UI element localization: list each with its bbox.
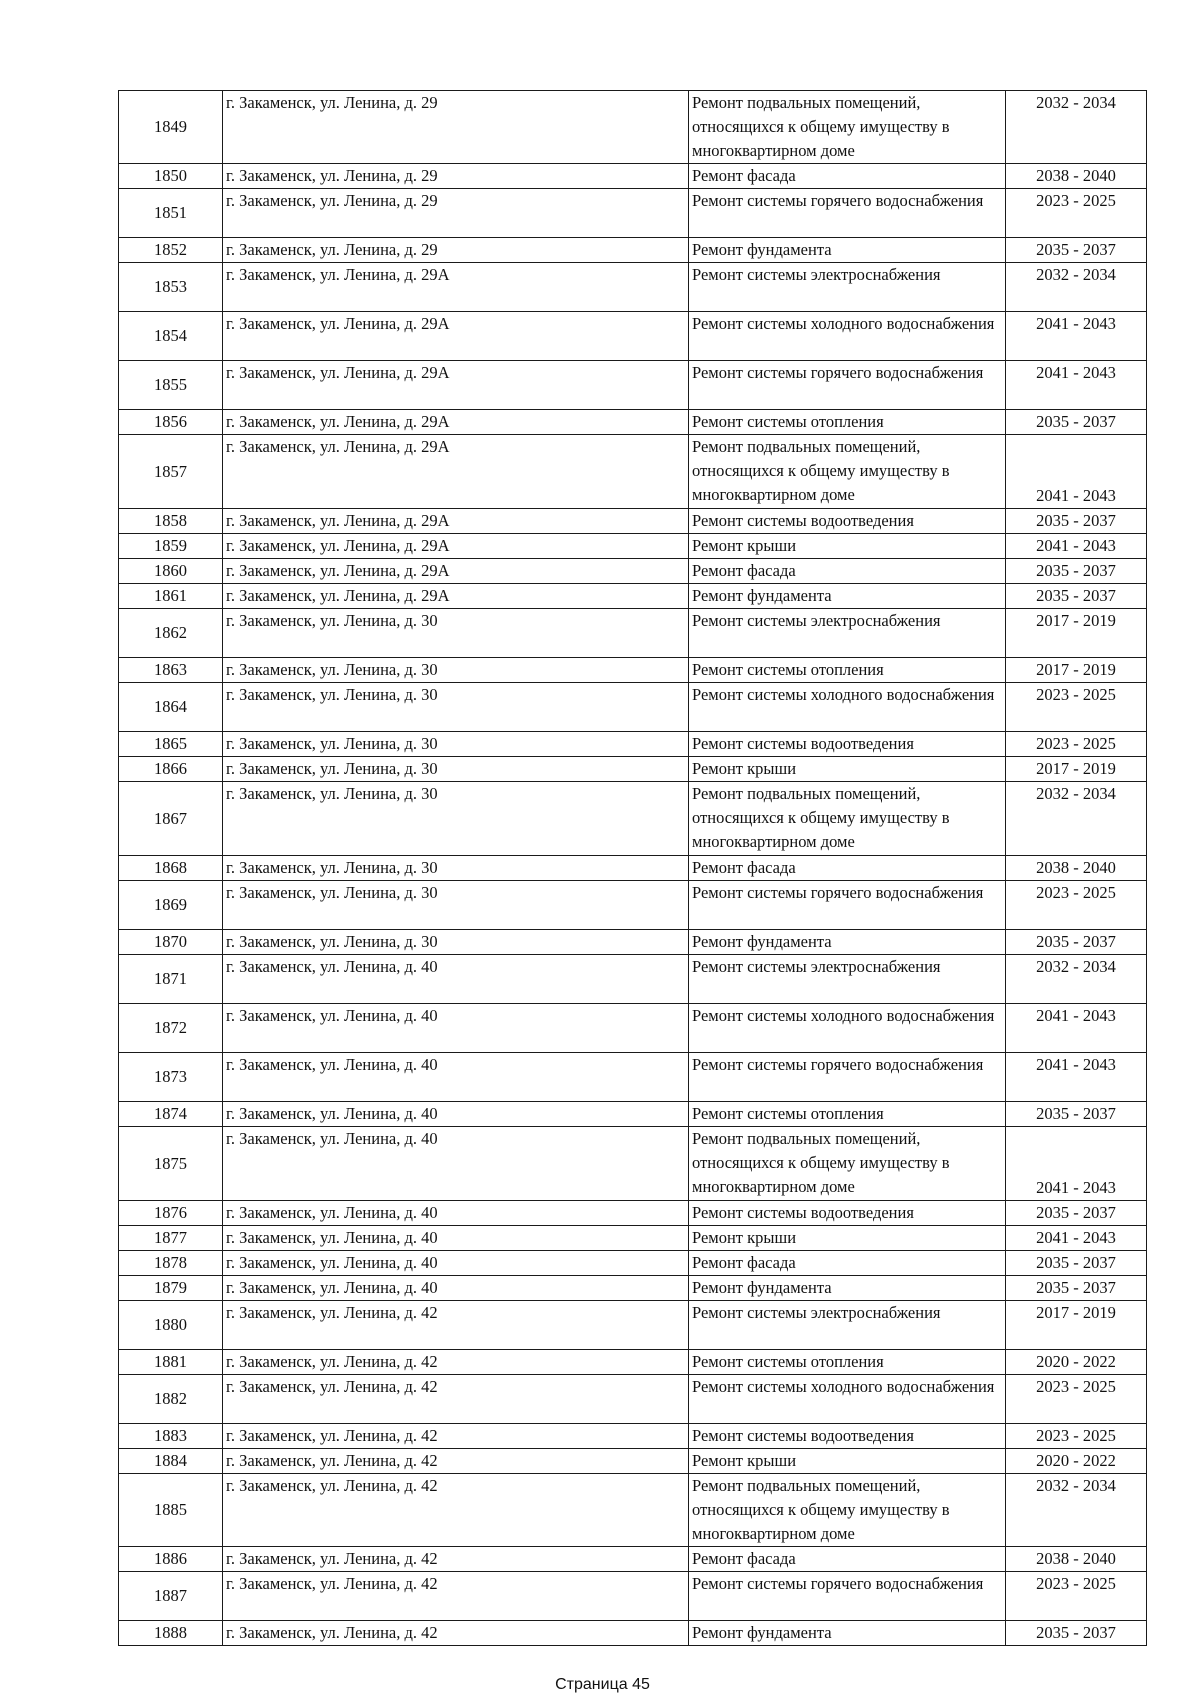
row-number-cell: 1888 — [119, 1621, 223, 1646]
address-cell: г. Закаменск, ул. Ленина, д. 42 — [223, 1301, 689, 1350]
period-cell: 2035 - 2037 — [1006, 1251, 1147, 1276]
work-type-cell: Ремонт системы горячего водоснабжения — [689, 361, 1006, 410]
work-type-cell: Ремонт системы электроснабжения — [689, 1301, 1006, 1350]
table-row — [119, 609, 1147, 658]
period-cell: 2041 - 2043 — [1006, 534, 1147, 559]
row-number-cell: 1856 — [119, 410, 223, 435]
row-number-cell: 1878 — [119, 1251, 223, 1276]
table-row — [119, 1547, 1147, 1572]
row-number-cell: 1877 — [119, 1226, 223, 1251]
work-type-cell: Ремонт подвальных помещений, относящихся к общему имуществу в многоквартирном доме — [689, 1127, 1006, 1201]
period-cell: 2041 - 2043 — [1006, 1226, 1147, 1251]
address-cell: г. Закаменск, ул. Ленина, д. 30 — [223, 881, 689, 930]
period-cell: 2032 - 2034 — [1006, 955, 1147, 1004]
period-cell: 2035 - 2037 — [1006, 584, 1147, 609]
period-cell: 2020 - 2022 — [1006, 1350, 1147, 1375]
period-cell: 2023 - 2025 — [1006, 1572, 1147, 1621]
address-cell: г. Закаменск, ул. Ленина, д. 40 — [223, 1004, 689, 1053]
row-number-cell: 1857 — [119, 435, 223, 509]
table-row — [119, 164, 1147, 189]
address-cell: г. Закаменск, ул. Ленина, д. 30 — [223, 658, 689, 683]
row-number-cell: 1858 — [119, 509, 223, 534]
work-type-cell: Ремонт фасада — [689, 559, 1006, 584]
work-type-cell: Ремонт крыши — [689, 1449, 1006, 1474]
work-type-cell: Ремонт системы горячего водоснабжения — [689, 881, 1006, 930]
row-number-cell: 1866 — [119, 757, 223, 782]
table-row — [119, 1004, 1147, 1053]
table-row — [119, 509, 1147, 534]
row-number-cell: 1883 — [119, 1424, 223, 1449]
table-row — [119, 1276, 1147, 1301]
row-number-cell: 1887 — [119, 1572, 223, 1621]
table-row — [119, 757, 1147, 782]
address-cell: г. Закаменск, ул. Ленина, д. 29А — [223, 263, 689, 312]
address-cell: г. Закаменск, ул. Ленина, д. 30 — [223, 683, 689, 732]
work-type-cell: Ремонт системы отопления — [689, 1102, 1006, 1127]
address-cell: г. Закаменск, ул. Ленина, д. 29А — [223, 559, 689, 584]
row-number-cell: 1884 — [119, 1449, 223, 1474]
table-body — [119, 91, 1147, 1646]
period-cell: 2032 - 2034 — [1006, 782, 1147, 856]
address-cell: г. Закаменск, ул. Ленина, д. 29 — [223, 164, 689, 189]
period-cell: 2023 - 2025 — [1006, 683, 1147, 732]
period-cell: 2017 - 2019 — [1006, 658, 1147, 683]
period-cell: 2017 - 2019 — [1006, 757, 1147, 782]
address-cell: г. Закаменск, ул. Ленина, д. 42 — [223, 1350, 689, 1375]
address-cell: г. Закаменск, ул. Ленина, д. 42 — [223, 1424, 689, 1449]
period-cell: 2032 - 2034 — [1006, 263, 1147, 312]
row-number-cell: 1864 — [119, 683, 223, 732]
work-type-cell: Ремонт подвальных помещений, относящихся к общему имуществу в многоквартирном доме — [689, 91, 1006, 164]
table-row — [119, 534, 1147, 559]
address-cell: г. Закаменск, ул. Ленина, д. 40 — [223, 1251, 689, 1276]
table-row — [119, 584, 1147, 609]
address-cell: г. Закаменск, ул. Ленина, д. 40 — [223, 1127, 689, 1201]
table-row — [119, 361, 1147, 410]
table-row — [119, 1375, 1147, 1424]
address-cell: г. Закаменск, ул. Ленина, д. 42 — [223, 1474, 689, 1547]
work-type-cell: Ремонт системы отопления — [689, 658, 1006, 683]
period-cell: 2035 - 2037 — [1006, 1276, 1147, 1301]
row-number-cell: 1862 — [119, 609, 223, 658]
work-type-cell: Ремонт системы отопления — [689, 410, 1006, 435]
table-row — [119, 238, 1147, 263]
address-cell: г. Закаменск, ул. Ленина, д. 40 — [223, 1053, 689, 1102]
table-row — [119, 1251, 1147, 1276]
period-cell: 2035 - 2037 — [1006, 410, 1147, 435]
work-type-cell: Ремонт системы водоотведения — [689, 1424, 1006, 1449]
address-cell: г. Закаменск, ул. Ленина, д. 29А — [223, 312, 689, 361]
period-cell: 2035 - 2037 — [1006, 559, 1147, 584]
work-type-cell: Ремонт системы холодного водоснабжения — [689, 683, 1006, 732]
address-cell: г. Закаменск, ул. Ленина, д. 29 — [223, 238, 689, 263]
table-row — [119, 1127, 1147, 1201]
period-cell: 2035 - 2037 — [1006, 930, 1147, 955]
address-cell: г. Закаменск, ул. Ленина, д. 40 — [223, 1201, 689, 1226]
table-row — [119, 189, 1147, 238]
table-row — [119, 1226, 1147, 1251]
row-number-cell: 1852 — [119, 238, 223, 263]
table-row — [119, 559, 1147, 584]
work-type-cell: Ремонт подвальных помещений, относящихся к общему имуществу в многоквартирном доме — [689, 782, 1006, 856]
row-number-cell: 1873 — [119, 1053, 223, 1102]
period-cell: 2017 - 2019 — [1006, 1301, 1147, 1350]
table-row — [119, 435, 1147, 509]
work-type-cell: Ремонт системы электроснабжения — [689, 955, 1006, 1004]
address-cell: г. Закаменск, ул. Ленина, д. 30 — [223, 930, 689, 955]
table-row — [119, 881, 1147, 930]
period-cell: 2032 - 2034 — [1006, 1474, 1147, 1547]
repair-schedule-table — [118, 90, 1147, 1646]
table-row — [119, 1449, 1147, 1474]
address-cell: г. Закаменск, ул. Ленина, д. 40 — [223, 1102, 689, 1127]
work-type-cell: Ремонт фасада — [689, 164, 1006, 189]
period-cell: 2041 - 2043 — [1006, 1127, 1147, 1201]
address-cell: г. Закаменск, ул. Ленина, д. 40 — [223, 955, 689, 1004]
table-row — [119, 856, 1147, 881]
address-cell: г. Закаменск, ул. Ленина, д. 29 — [223, 91, 689, 164]
period-cell: 2023 - 2025 — [1006, 732, 1147, 757]
table-row — [119, 1424, 1147, 1449]
period-cell: 2032 - 2034 — [1006, 91, 1147, 164]
period-cell: 2023 - 2025 — [1006, 1424, 1147, 1449]
period-cell: 2038 - 2040 — [1006, 856, 1147, 881]
work-type-cell: Ремонт фундамента — [689, 930, 1006, 955]
period-cell: 2038 - 2040 — [1006, 1547, 1147, 1572]
work-type-cell: Ремонт системы горячего водоснабжения — [689, 1572, 1006, 1621]
table-row — [119, 658, 1147, 683]
row-number-cell: 1879 — [119, 1276, 223, 1301]
period-cell: 2017 - 2019 — [1006, 609, 1147, 658]
period-cell: 2041 - 2043 — [1006, 1053, 1147, 1102]
address-cell: г. Закаменск, ул. Ленина, д. 29 — [223, 189, 689, 238]
row-number-cell: 1867 — [119, 782, 223, 856]
row-number-cell: 1863 — [119, 658, 223, 683]
address-cell: г. Закаменск, ул. Ленина, д. 40 — [223, 1276, 689, 1301]
row-number-cell: 1851 — [119, 189, 223, 238]
work-type-cell: Ремонт системы отопления — [689, 1350, 1006, 1375]
work-type-cell: Ремонт фасада — [689, 1251, 1006, 1276]
address-cell: г. Закаменск, ул. Ленина, д. 42 — [223, 1572, 689, 1621]
work-type-cell: Ремонт системы горячего водоснабжения — [689, 1053, 1006, 1102]
table-row — [119, 930, 1147, 955]
row-number-cell: 1861 — [119, 584, 223, 609]
period-cell: 2023 - 2025 — [1006, 881, 1147, 930]
period-cell: 2041 - 2043 — [1006, 1004, 1147, 1053]
table-row — [119, 1474, 1147, 1547]
period-cell: 2023 - 2025 — [1006, 1375, 1147, 1424]
work-type-cell: Ремонт подвальных помещений, относящихся к общему имуществу в многоквартирном доме — [689, 435, 1006, 509]
address-cell: г. Закаменск, ул. Ленина, д. 30 — [223, 609, 689, 658]
period-cell: 2035 - 2037 — [1006, 1621, 1147, 1646]
work-type-cell: Ремонт фундамента — [689, 584, 1006, 609]
page-number: Страница 45 — [555, 1676, 650, 1693]
row-number-cell: 1886 — [119, 1547, 223, 1572]
row-number-cell: 1885 — [119, 1474, 223, 1547]
work-type-cell: Ремонт фундамента — [689, 238, 1006, 263]
work-type-cell: Ремонт крыши — [689, 1226, 1006, 1251]
period-cell: 2035 - 2037 — [1006, 238, 1147, 263]
work-type-cell: Ремонт системы холодного водоснабжения — [689, 1375, 1006, 1424]
work-type-cell: Ремонт крыши — [689, 757, 1006, 782]
period-cell: 2035 - 2037 — [1006, 1102, 1147, 1127]
work-type-cell: Ремонт системы холодного водоснабжения — [689, 312, 1006, 361]
address-cell: г. Закаменск, ул. Ленина, д. 29А — [223, 584, 689, 609]
address-cell: г. Закаменск, ул. Ленина, д. 42 — [223, 1621, 689, 1646]
work-type-cell: Ремонт фундамента — [689, 1621, 1006, 1646]
table-row — [119, 91, 1147, 164]
period-cell: 2041 - 2043 — [1006, 361, 1147, 410]
address-cell: г. Закаменск, ул. Ленина, д. 42 — [223, 1547, 689, 1572]
row-number-cell: 1872 — [119, 1004, 223, 1053]
address-cell: г. Закаменск, ул. Ленина, д. 30 — [223, 732, 689, 757]
address-cell: г. Закаменск, ул. Ленина, д. 29А — [223, 361, 689, 410]
work-type-cell: Ремонт системы водоотведения — [689, 1201, 1006, 1226]
table-row — [119, 1102, 1147, 1127]
table-row — [119, 263, 1147, 312]
row-number-cell: 1855 — [119, 361, 223, 410]
period-cell: 2041 - 2043 — [1006, 312, 1147, 361]
address-cell: г. Закаменск, ул. Ленина, д. 30 — [223, 782, 689, 856]
work-type-cell: Ремонт системы электроснабжения — [689, 609, 1006, 658]
row-number-cell: 1849 — [119, 91, 223, 164]
address-cell: г. Закаменск, ул. Ленина, д. 42 — [223, 1449, 689, 1474]
work-type-cell: Ремонт фасада — [689, 856, 1006, 881]
row-number-cell: 1876 — [119, 1201, 223, 1226]
period-cell: 2041 - 2043 — [1006, 435, 1147, 509]
work-type-cell: Ремонт крыши — [689, 534, 1006, 559]
address-cell: г. Закаменск, ул. Ленина, д. 42 — [223, 1375, 689, 1424]
row-number-cell: 1868 — [119, 856, 223, 881]
address-cell: г. Закаменск, ул. Ленина, д. 29А — [223, 410, 689, 435]
row-number-cell: 1850 — [119, 164, 223, 189]
row-number-cell: 1860 — [119, 559, 223, 584]
row-number-cell: 1854 — [119, 312, 223, 361]
table-row — [119, 1572, 1147, 1621]
address-cell: г. Закаменск, ул. Ленина, д. 30 — [223, 757, 689, 782]
table-row — [119, 732, 1147, 757]
period-cell: 2023 - 2025 — [1006, 189, 1147, 238]
row-number-cell: 1871 — [119, 955, 223, 1004]
period-cell: 2035 - 2037 — [1006, 509, 1147, 534]
row-number-cell: 1881 — [119, 1350, 223, 1375]
table-row — [119, 955, 1147, 1004]
work-type-cell: Ремонт системы электроснабжения — [689, 263, 1006, 312]
work-type-cell: Ремонт системы холодного водоснабжения — [689, 1004, 1006, 1053]
table-row — [119, 1350, 1147, 1375]
work-type-cell: Ремонт системы водоотведения — [689, 509, 1006, 534]
address-cell: г. Закаменск, ул. Ленина, д. 40 — [223, 1226, 689, 1251]
period-cell: 2038 - 2040 — [1006, 164, 1147, 189]
table-row — [119, 410, 1147, 435]
table-row — [119, 683, 1147, 732]
table-row — [119, 312, 1147, 361]
row-number-cell: 1882 — [119, 1375, 223, 1424]
work-type-cell: Ремонт фасада — [689, 1547, 1006, 1572]
row-number-cell: 1853 — [119, 263, 223, 312]
work-type-cell: Ремонт системы горячего водоснабжения — [689, 189, 1006, 238]
table-row — [119, 1053, 1147, 1102]
table-row — [119, 1201, 1147, 1226]
row-number-cell: 1865 — [119, 732, 223, 757]
address-cell: г. Закаменск, ул. Ленина, д. 30 — [223, 856, 689, 881]
row-number-cell: 1875 — [119, 1127, 223, 1201]
table-row — [119, 782, 1147, 856]
work-type-cell: Ремонт системы водоотведения — [689, 732, 1006, 757]
table-row — [119, 1621, 1147, 1646]
row-number-cell: 1880 — [119, 1301, 223, 1350]
period-cell: 2035 - 2037 — [1006, 1201, 1147, 1226]
address-cell: г. Закаменск, ул. Ленина, д. 29А — [223, 534, 689, 559]
row-number-cell: 1859 — [119, 534, 223, 559]
row-number-cell: 1874 — [119, 1102, 223, 1127]
row-number-cell: 1869 — [119, 881, 223, 930]
work-type-cell: Ремонт фундамента — [689, 1276, 1006, 1301]
period-cell: 2020 - 2022 — [1006, 1449, 1147, 1474]
table-row — [119, 1301, 1147, 1350]
row-number-cell: 1870 — [119, 930, 223, 955]
address-cell: г. Закаменск, ул. Ленина, д. 29А — [223, 509, 689, 534]
address-cell: г. Закаменск, ул. Ленина, д. 29А — [223, 435, 689, 509]
work-type-cell: Ремонт подвальных помещений, относящихся к общему имуществу в многоквартирном доме — [689, 1474, 1006, 1547]
